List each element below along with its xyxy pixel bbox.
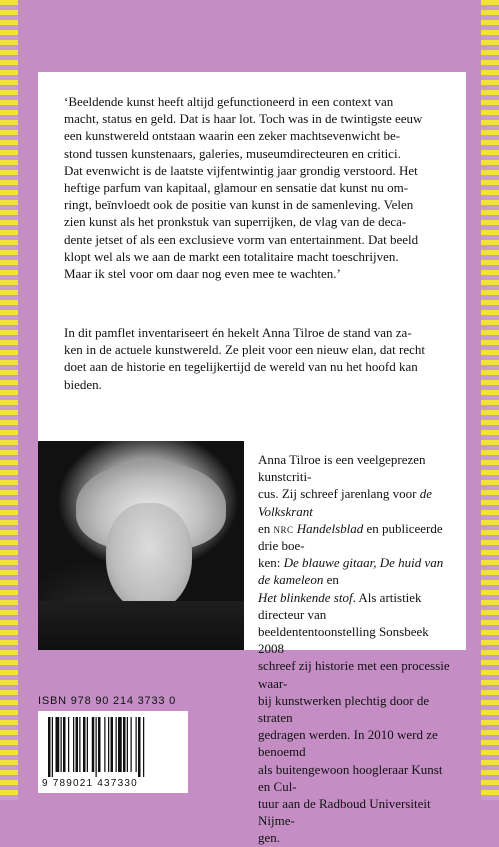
barcode-bar [79,717,80,772]
blurb-line: ken in de actuele kunstwereld. Ze pleit voor een nieuw elan, dat recht [64,342,425,358]
author-bio [258,451,453,847]
barcode-bar [87,717,88,772]
barcode-bar [96,717,97,777]
quote-line: een kunstwereld ontstaan waarin een zeker machtsevenwicht be- [64,128,401,144]
barcode-bar [123,717,126,772]
barcode-bar [83,717,86,772]
bio-text: . Als artistiek directeur van [258,589,422,622]
quote-line: ‘Beeldende kunst heeft altijd gefunctioneerd in een context van [64,94,394,109]
blurb-line: bieden. [64,376,102,392]
barcode-bar [143,717,144,777]
quote-line: stond tussen kunstenaars, galeries, museumdirecteuren en critici. [64,145,401,161]
quote-line: ringt, beïnvloedt ook de positie van kunst in de samenleving. Velen [64,197,414,213]
barcode-bar [68,717,69,772]
bio-newspaper-abbrev: nrc [273,520,294,536]
barcode-bar [56,717,60,772]
bio-text: gedragen werden. In 2010 werd ze benoemd [258,727,438,760]
barcode-bar [98,717,101,772]
bio-title-italic: Handelsblad [296,520,364,536]
bio-text: beeldententoonstelling Sonsbeek 2008 [258,624,429,657]
quote-line: macht, status en geld. Dat is haar lot. Toch was in de twintigste eeuw [64,111,423,127]
barcode-bar [136,717,137,772]
barcode-bar [61,717,62,772]
barcode [38,711,188,793]
right-stripe-border [481,0,499,800]
author-photo-shoulders [38,601,244,650]
barcode-bar [76,717,79,772]
bio-text: tuur aan de Radboud Universiteit Nijme- [258,796,431,829]
bio-text: en [323,572,339,588]
barcode-bar [92,717,95,772]
quote-line: Dat evenwicht is de laatste vijfentwintig jaar grondig verstoord. Het [64,162,418,178]
barcode-bar [127,717,128,772]
barcode-bar [73,717,74,772]
barcode-digits: 9 789021 437330 [42,778,138,789]
barcode-bar [48,717,51,777]
blurb-paragraph [64,324,446,393]
barcode-bar [63,717,66,772]
barcode-bar [116,717,117,772]
bio-text: en [258,520,274,536]
barcode-bar [138,717,141,777]
bio-title-italic: Het blinkende stof [258,589,353,605]
quote-line: heftige parfum van kapitaal, glamour en sensatie dat kunst nu om- [64,180,409,196]
blurb-line: doet aan de historie en tegelijkertijd de wereld van nu het hoofd kan [64,359,418,375]
barcode-bar [104,717,105,772]
quote-line: Maar ik stel voor om daar nog even mee te wachten.’ [64,266,341,282]
bio-text: bij kunstwerken plechtig door de straten [258,692,430,726]
barcode-bar [52,717,53,777]
quote-line: dente jetset of als een exclusieve vorm van entertainment. Dat beeld [64,231,419,247]
isbn-label: ISBN 978 90 214 3733 0 [38,695,177,707]
bio-text: als buitengewoon hoogleraar Kunst en Cul- [258,761,443,794]
quote-line: klopt wel als we aan de markt een totalitaire macht toeschrijven. [64,248,399,264]
author-photo [38,441,244,650]
barcode-bar [111,717,114,772]
bio-text: en publiceerde drie boe- [258,520,443,554]
bio-text: Anna Tilroe is een veelgeprezen kunstcriti- [258,452,426,485]
quote-line: zien kunst als het pronkstuk van superrijken, de vlag van de deca- [64,214,407,230]
bio-text: gen. [258,830,281,846]
bio-title-italic: de Volkskrant [258,486,432,519]
back-cover-quote [64,93,446,282]
left-stripe-border [0,0,18,800]
barcode-bar [108,717,109,772]
bio-text: cus. Zij schreef jarenlang voor [258,486,420,502]
bio-title-italic: De blauwe gitaar, De huid van de kameleon [258,555,444,588]
blurb-line: In dit pamflet inventariseert én hekelt Anna Tilroe de stand van za- [64,325,412,340]
bio-text: schreef zij historie met een processie waar- [258,658,450,691]
barcode-bars [48,717,178,777]
barcode-bar [131,717,132,772]
bio-text: ken: [258,555,284,571]
author-photo-face [106,503,192,611]
barcode-bar [118,717,122,772]
